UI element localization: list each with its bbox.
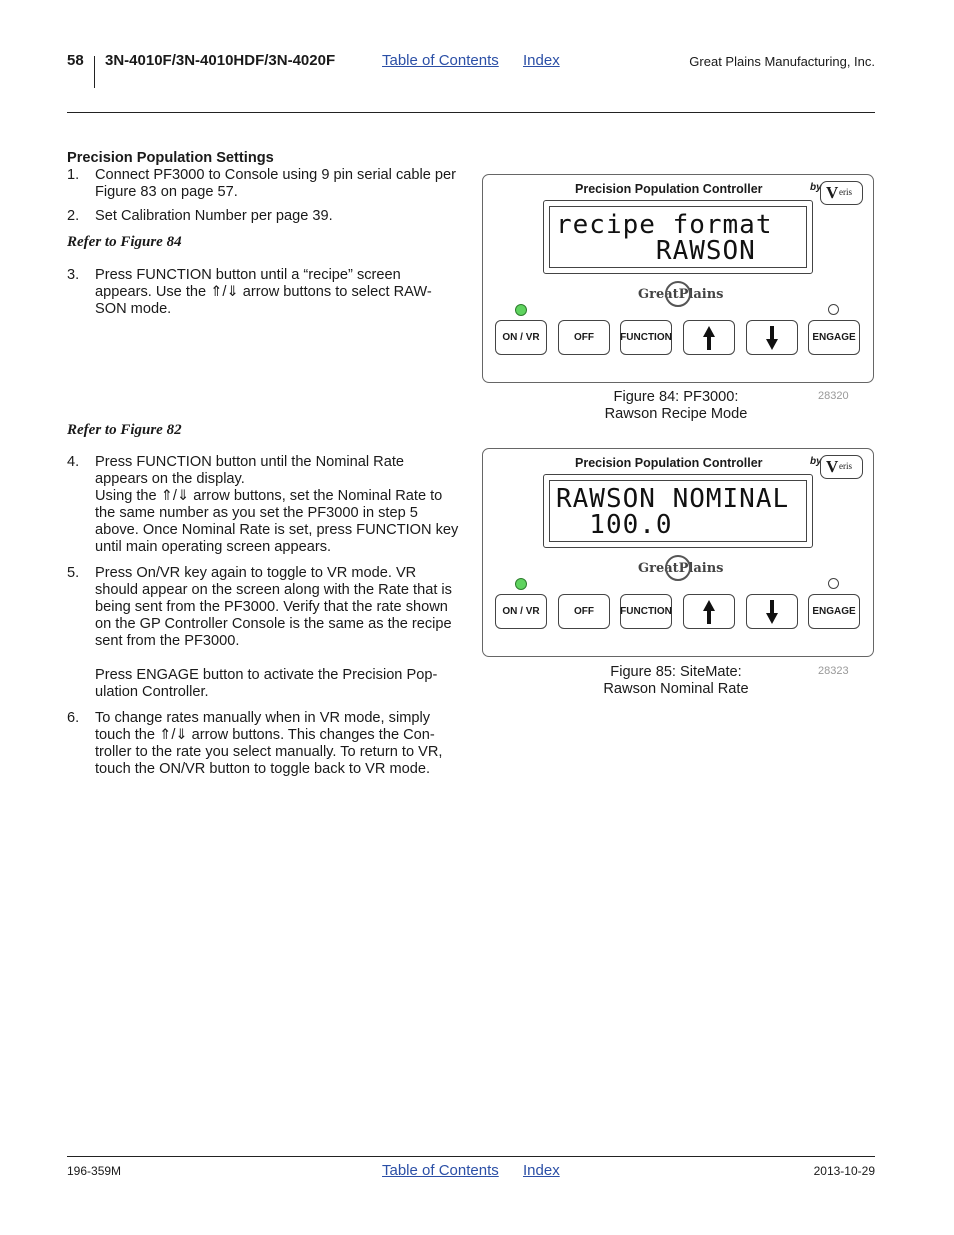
engage-button[interactable]: ENGAGE <box>808 594 860 629</box>
down-arrow-icon <box>765 325 779 351</box>
panel-title: Precision Population Controller <box>575 456 763 470</box>
panel-title: Precision Population Controller <box>575 182 763 196</box>
off-button[interactable]: OFF <box>558 320 610 355</box>
step-number: 5. <box>67 565 80 581</box>
step-item <box>67 710 459 778</box>
caption-line-2: Rawson Nominal Rate <box>603 681 749 697</box>
section-title: Precision Population Settings <box>67 150 274 166</box>
step-item <box>67 565 459 701</box>
step-text: Press ENGAGE button to activate the Precision Pop-ulation Controller. <box>95 667 438 700</box>
header-rule <box>67 112 875 113</box>
up-arrow-icon <box>702 325 716 351</box>
down-arrow-button[interactable] <box>746 320 798 355</box>
step-text: Press On/VR key again to toggle to VR mode. VR should appear on the screen along with the Rate that is being sent from the PF3000. Verify that the rate shown on the GP Controller Console is the same as the recipe sent from the PF3000. <box>95 565 452 649</box>
great-plains-logo <box>638 287 724 302</box>
model-title: 3N-4010F/3N-4010HDF/3N-4020F <box>105 52 336 69</box>
step-text: Set Calibration Number per page 39. <box>95 208 333 224</box>
header-index-link[interactable]: Index <box>523 52 560 69</box>
veris-logo: V eris <box>820 455 863 479</box>
step-item <box>67 167 459 201</box>
doc-number: 196-359M <box>67 1164 122 1178</box>
up-arrow-button[interactable] <box>683 320 735 355</box>
caption-line-2: Rawson Recipe Mode <box>604 406 748 422</box>
vr-indicator-led <box>515 578 527 590</box>
steps-list-a <box>67 167 459 225</box>
header-toc-link[interactable]: Table of Contents <box>382 52 499 69</box>
down-arrow-icon <box>765 599 779 625</box>
refer-figure-84: Refer to Figure 84 <box>67 234 182 250</box>
by-label: by <box>810 456 822 467</box>
step-item <box>67 267 459 318</box>
logo-text: GreatPlains <box>638 561 724 576</box>
step-number: 6. <box>67 710 80 726</box>
figure-85-id: 28323 <box>818 665 849 677</box>
engage-indicator-led <box>828 304 839 315</box>
logo-swirl <box>665 555 691 581</box>
step-text: Connect PF3000 to Console using 9 pin serial cable per Figure 83 on page 57. <box>95 167 457 200</box>
step-number: 2. <box>67 208 80 224</box>
header-divider <box>94 56 95 88</box>
steps-list-b <box>67 267 459 318</box>
step-number: 4. <box>67 454 80 470</box>
step-text: To change rates manually when in VR mode, simply touch the ⇑/⇓ arrow buttons. This changes the Con-troller to the rate you select manually. To return to VR, touch the ON/VR button to toggle back to VR mode. <box>95 710 443 777</box>
lcd-screen <box>549 206 807 268</box>
veris-logo: V eris <box>820 181 863 205</box>
lcd-line-1: RAWSON NOMINAL <box>556 484 790 514</box>
lcd-line-2: 100.0 <box>556 510 673 540</box>
lcd-screen <box>549 480 807 542</box>
footer-toc-link[interactable]: Table of Contents <box>382 1162 499 1179</box>
lcd-line-2: RAWSON <box>556 236 756 266</box>
steps-list-c <box>67 454 459 778</box>
company-name: Great Plains Manufacturing, Inc. <box>689 54 875 69</box>
instructions-column <box>67 150 459 778</box>
figure-85-caption <box>546 664 806 698</box>
refer-figure-82: Refer to Figure 82 <box>67 422 182 438</box>
lcd-display <box>543 200 813 274</box>
figure-84-id: 28320 <box>818 390 849 402</box>
step-item <box>67 454 459 556</box>
page-number: 58 <box>67 52 84 69</box>
caption-line-1: Figure 85: SiteMate: <box>610 664 742 680</box>
figure-84-caption <box>546 389 806 423</box>
footer-index-link[interactable]: Index <box>523 1162 560 1179</box>
engage-indicator-led <box>828 578 839 589</box>
logo-swirl <box>665 281 691 307</box>
logo-text: GreatPlains <box>638 287 724 302</box>
up-arrow-button[interactable] <box>683 594 735 629</box>
great-plains-logo <box>638 561 724 576</box>
step-item <box>67 208 459 225</box>
step-text: Press FUNCTION button until the Nominal Rate appears on the display. <box>95 454 405 487</box>
function-button[interactable]: FUNCTION <box>620 594 672 629</box>
step-number: 1. <box>67 167 80 183</box>
on-vr-button[interactable]: ON / VR <box>495 320 547 355</box>
function-button[interactable]: FUNCTION <box>620 320 672 355</box>
engage-button[interactable]: ENGAGE <box>808 320 860 355</box>
off-button[interactable]: OFF <box>558 594 610 629</box>
publication-date: 2013-10-29 <box>813 1164 875 1178</box>
step-text: Using the ⇑/⇓ arrow buttons, set the Nominal Rate to the same number as you set the PF3000 in step 5 above. Once Nominal Rate is set, press FUNCTION key until main operating screen appears. <box>95 488 459 555</box>
by-label: by <box>810 182 822 193</box>
lcd-line-1: recipe format <box>556 210 773 240</box>
caption-line-1: Figure 84: PF3000: <box>613 389 739 405</box>
down-arrow-button[interactable] <box>746 594 798 629</box>
controller-panel-fig85 <box>482 448 874 657</box>
lcd-display <box>543 474 813 548</box>
vr-indicator-led <box>515 304 527 316</box>
on-vr-button[interactable]: ON / VR <box>495 594 547 629</box>
step-text: Press FUNCTION button until a “recipe” screen appears. Use the ⇑/⇓ arrow buttons to select RAW-SON mode. <box>95 267 432 317</box>
step-number: 3. <box>67 267 80 283</box>
up-arrow-icon <box>702 599 716 625</box>
footer-rule <box>67 1156 875 1157</box>
controller-panel-fig84 <box>482 174 874 383</box>
